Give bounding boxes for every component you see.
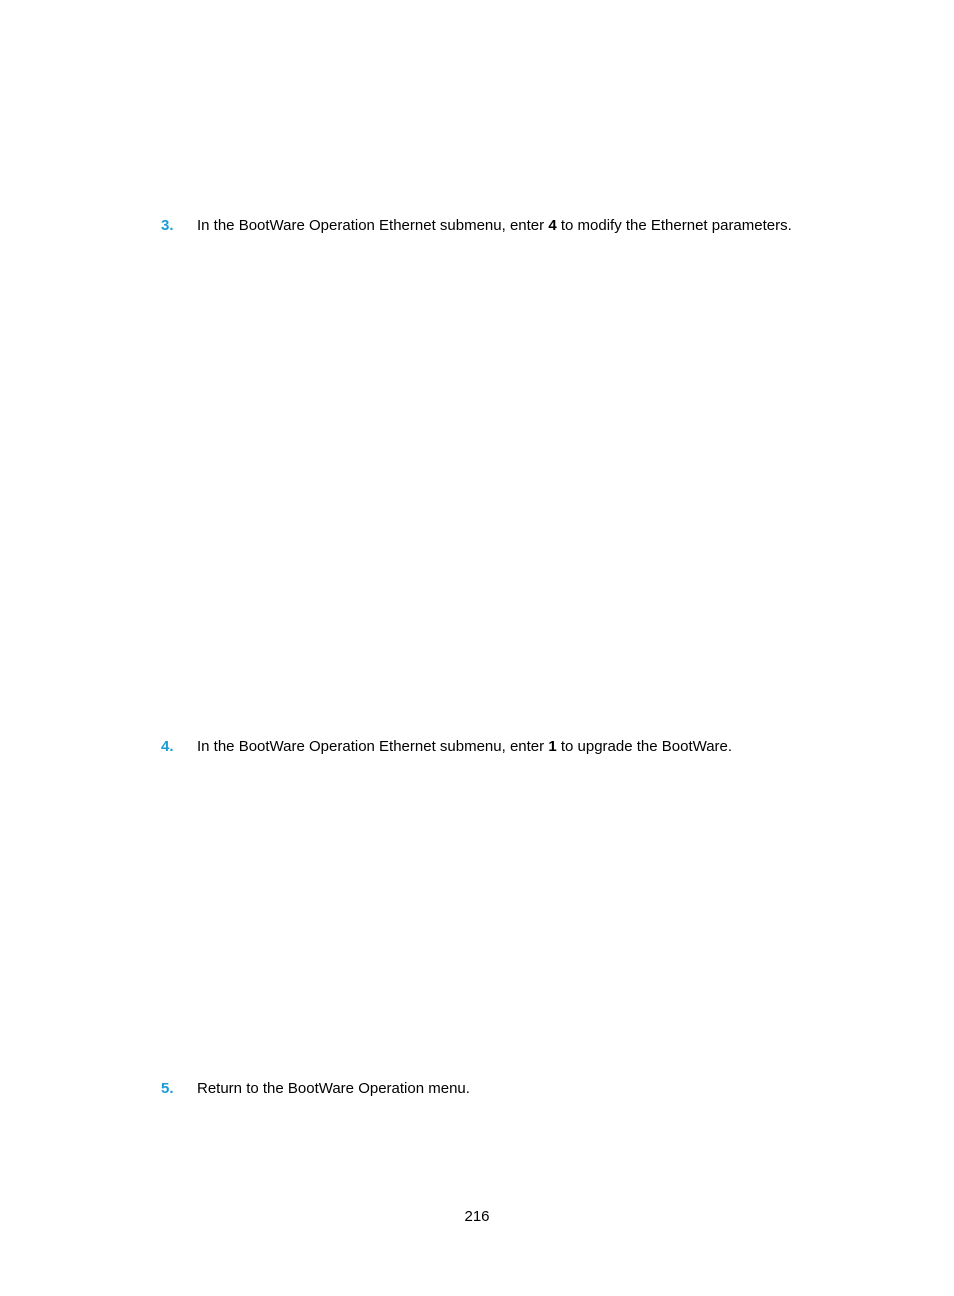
step-number: 5. bbox=[161, 1080, 174, 1097]
step-number: 4. bbox=[161, 738, 174, 755]
step-text-after: to upgrade the BootWare. bbox=[556, 738, 733, 755]
page-number: 216 bbox=[464, 1208, 490, 1225]
step-text: Return to the BootWare Operation menu. bbox=[197, 1080, 470, 1097]
step-text bbox=[197, 738, 732, 756]
step-text-before: In the BootWare Operation Ethernet submenu, enter bbox=[197, 738, 549, 755]
step-text-after: to modify the Ethernet parameters. bbox=[556, 217, 792, 234]
step-text bbox=[197, 217, 792, 235]
step-number: 3. bbox=[161, 217, 174, 234]
step-text-before: In the BootWare Operation Ethernet submenu, enter bbox=[197, 217, 549, 234]
step-key: 1 bbox=[548, 738, 557, 755]
step-key: 4 bbox=[548, 217, 557, 234]
